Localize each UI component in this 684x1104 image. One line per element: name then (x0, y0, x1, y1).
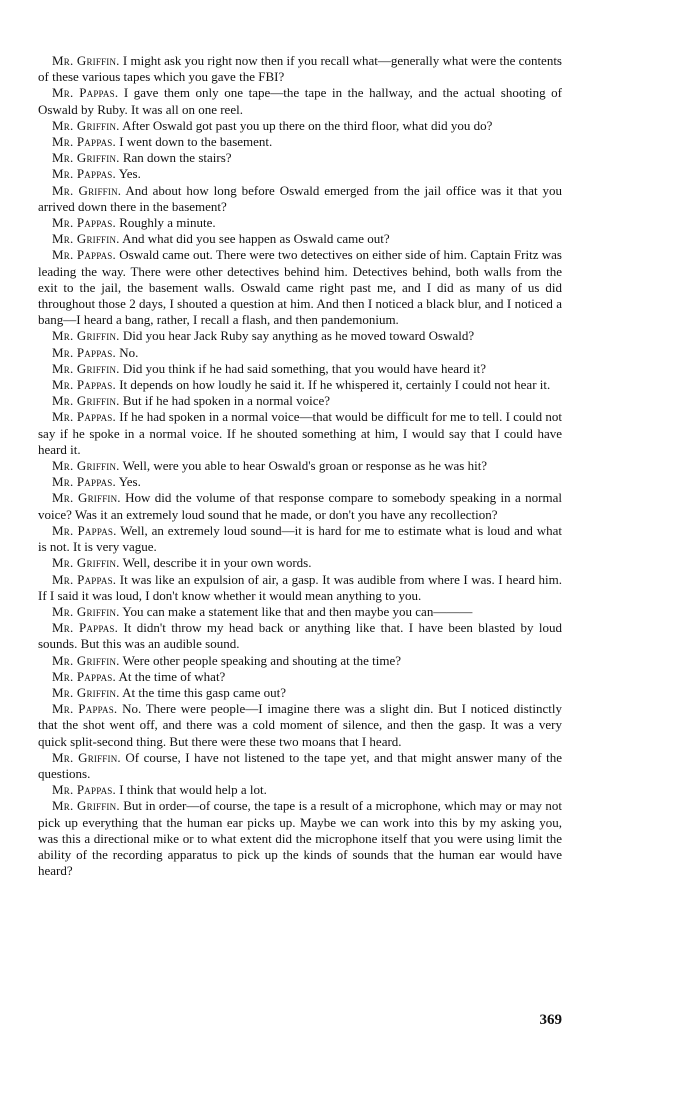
speech-text: Well, an extremely loud sound—it is hard for me to estimate what is loud and what is not. It is very vague. (38, 522, 562, 555)
speech-text: Did you hear Jack Ruby say anything as he moved toward Oswald? (119, 328, 475, 344)
speech-text: But in order—of course, the tape is a result of a microphone, which may or may not pick up everything that the human ear picks up. Maybe we can work into this by my asking you, was this a directional mike or to what extent did the microphone itself that you were using limit the ability of the recording apparatus to pick up the kinds of sounds that the human ear would have heard? (38, 798, 562, 879)
speech-text: Of course, I have not listened to the tape yet, and that might answer many of the questions. (38, 749, 562, 781)
transcript-paragraph (38, 118, 562, 134)
speaker-label: Mr. Pappas. (52, 85, 119, 101)
speech-text: At the time this gasp came out? (119, 684, 287, 700)
speaker-label: Mr. Pappas. (52, 344, 116, 360)
transcript-paragraph (38, 183, 562, 215)
speaker-label: Mr. Pappas. (52, 668, 116, 684)
speaker-label: Mr. Pappas. (52, 134, 116, 150)
transcript-paragraph (38, 53, 562, 85)
transcript-paragraph (38, 750, 562, 782)
transcript-paragraph (38, 572, 562, 604)
transcript-paragraph (38, 474, 562, 490)
speech-text: No. (115, 344, 139, 360)
speaker-label: Mr. Pappas. (52, 474, 116, 490)
speaker-label: Mr. Pappas. (52, 571, 117, 587)
transcript-paragraph (38, 377, 562, 393)
speaker-label: Mr. Griffin. (52, 393, 120, 409)
speech-text: Well, describe it in your own words. (119, 555, 312, 571)
speaker-label: Mr. Griffin. (52, 603, 120, 619)
speaker-label: Mr. Griffin. (52, 53, 120, 68)
transcript-paragraph (38, 328, 562, 344)
speaker-label: Mr. Pappas. (52, 701, 118, 717)
page-number: 369 (539, 1012, 562, 1028)
speaker-label: Mr. Griffin. (52, 749, 121, 765)
speaker-label: Mr. Pappas. (52, 215, 116, 231)
speaker-label: Mr. Griffin. (52, 150, 120, 166)
transcript-paragraph (38, 393, 562, 409)
transcript-body (38, 53, 562, 879)
speaker-label: Mr. Pappas. (52, 522, 117, 538)
speech-text: Well, were you able to hear Oswald's groan or response as he was hit? (119, 458, 488, 474)
speaker-label: Mr. Pappas. (52, 166, 116, 182)
transcript-paragraph (38, 215, 562, 231)
speech-text: You can make a statement like that and then maybe you can——— (119, 603, 473, 619)
transcript-paragraph (38, 231, 562, 247)
speaker-label: Mr. Pappas. (52, 247, 116, 263)
speech-text: I went down to the basement. (115, 134, 273, 150)
speech-text: It was like an expulsion of air, a gasp. It was audible from where I was. I heard him. If I said it was loud, I don't know whether it would mean anything to you. (38, 571, 563, 603)
transcript-paragraph (38, 555, 562, 571)
speech-text: Ran down the stairs? (119, 150, 232, 166)
speaker-label: Mr. Griffin. (52, 652, 120, 668)
transcript-paragraph (38, 669, 562, 685)
speaker-label: Mr. Pappas. (52, 620, 119, 636)
transcript-paragraph (38, 409, 562, 458)
speaker-label: Mr. Griffin. (52, 117, 120, 133)
speech-text: Did you think if he had said something, that you would have heard it? (119, 360, 487, 376)
transcript-paragraph (38, 685, 562, 701)
speaker-label: Mr. Griffin. (52, 490, 121, 506)
speech-text: I think that would help a lot. (115, 782, 267, 798)
speaker-label: Mr. Griffin. (52, 555, 120, 571)
transcript-paragraph (38, 134, 562, 150)
speech-text: But if he had spoken in a normal voice? (119, 393, 331, 409)
speech-text: If he had spoken in a normal voice—that would be difficult for me to tell. I could not say if he spoke in a normal voice. If he shouted something at him, I would say that I could have heard it. (38, 409, 563, 457)
transcript-paragraph (38, 166, 562, 182)
speech-text: It depends on how loudly he said it. If he whispered it, certainly I could not hear it. (115, 377, 551, 393)
speech-text: I might ask you right now then if you recall what—generally what were the contents of these various tapes which you gave the FBI? (38, 53, 562, 85)
transcript-paragraph (38, 620, 562, 652)
speech-text: No. There were people—I imagine there was a slight din. But I noticed distinctly that the shot went off, and there was a cold moment of silence, and then the gasp. It was a very quick split-second thing. But there were these two moans that I heard. (38, 701, 562, 749)
speaker-label: Mr. Griffin. (52, 798, 120, 814)
speech-text: And about how long before Oswald emerged from the jail office was it that you arrived down there in the basement? (38, 182, 562, 214)
transcript-paragraph (38, 85, 562, 117)
speaker-label: Mr. Pappas. (52, 409, 116, 425)
speech-text: And what did you see happen as Oswald came out? (119, 231, 390, 247)
speaker-label: Mr. Griffin. (52, 360, 120, 376)
transcript-paragraph (38, 798, 562, 879)
speech-text: Yes. (115, 474, 141, 490)
speech-text: How did the volume of that response compare to somebody speaking in a normal voice? Was it an extremely loud sound that he made, or don't you have any recollection? (38, 490, 562, 522)
transcript-paragraph (38, 604, 562, 620)
transcript-paragraph (38, 523, 562, 555)
speaker-label: Mr. Griffin. (52, 458, 120, 474)
transcript-paragraph (38, 150, 562, 166)
transcript-paragraph (38, 247, 562, 328)
transcript-paragraph (38, 345, 562, 361)
speech-text: After Oswald got past you up there on the third floor, what did you do? (119, 117, 493, 133)
transcript-paragraph (38, 490, 562, 522)
speech-text: At the time of what? (115, 668, 226, 684)
speaker-label: Mr. Griffin. (52, 328, 120, 344)
transcript-paragraph (38, 361, 562, 377)
speech-text: Yes. (115, 166, 141, 182)
speaker-label: Mr. Griffin. (52, 231, 120, 247)
speaker-label: Mr. Griffin. (52, 182, 122, 198)
speaker-label: Mr. Pappas. (52, 782, 116, 798)
transcript-paragraph (38, 458, 562, 474)
speech-text: It didn't throw my head back or anything like that. I have been blasted by loud sounds. But this was an audible sound. (38, 620, 562, 652)
transcript-paragraph (38, 782, 562, 798)
speech-text: Oswald came out. There were two detectives on either side of him. Captain Fritz was leading the way. There were other detectives behind him. Detectives behind, both walls from the exit to the jail, the basement walls. Oswald came right past me, and I did as many of us did throughout those 2 days, I shouted a question at him. And then I noticed a black blur, and I noticed a bang—I heard a bang, rather, I recall a flash, and then pandemonium. (38, 247, 562, 328)
speaker-label: Mr. Griffin. (52, 684, 120, 700)
speech-text: Were other people speaking and shouting at the time? (119, 652, 401, 668)
transcript-paragraph (38, 701, 562, 750)
transcript-paragraph (38, 653, 562, 669)
speech-text: Roughly a minute. (115, 215, 216, 231)
speaker-label: Mr. Pappas. (52, 377, 116, 393)
speech-text: I gave them only one tape—the tape in the hallway, and the actual shooting of Oswald by Ruby. It was all on one reel. (38, 85, 562, 117)
